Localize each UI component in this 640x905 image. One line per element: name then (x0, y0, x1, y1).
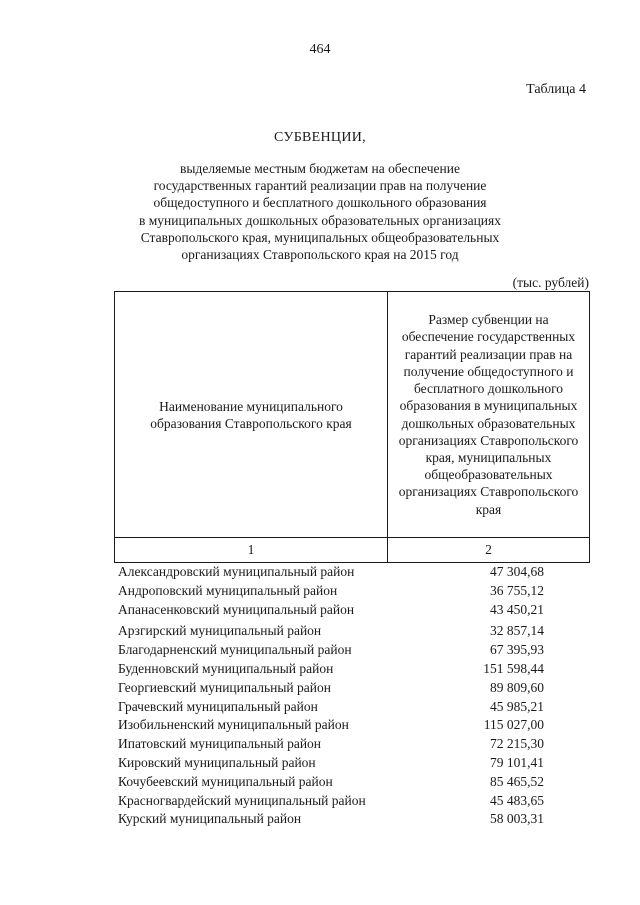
table-row (114, 810, 590, 829)
subsidy-value: 151 598,44 (483, 660, 544, 676)
municipality-name: Красногвардейский муниципальный район (118, 792, 366, 808)
document-title: СУБВЕНЦИИ, (274, 130, 366, 145)
subtitle-line: в муниципальных дошкольных образовательных организациях (139, 212, 501, 228)
table-body (114, 563, 590, 829)
municipality-name: Арзгирский муниципальный район (118, 623, 322, 639)
header-line: Наименование муниципального (159, 398, 343, 414)
municipality-name: Андроповский муниципальный район (118, 582, 338, 598)
column-number-1: 1 (115, 538, 388, 562)
header-line: гарантий реализации прав на (404, 346, 573, 362)
table-row (114, 622, 590, 641)
subsidy-value: 47 304,68 (490, 564, 544, 579)
subtitle-line: выделяемые местным бюджетам на обеспечение (180, 161, 460, 176)
subsidy-value: 58 003,31 (490, 811, 544, 827)
table-row (114, 563, 590, 582)
column-header-municipality (115, 292, 388, 538)
municipality-name: Грачевский муниципальный район (118, 698, 318, 714)
municipality-name: Александровский муниципальный район (118, 564, 355, 579)
header-line: организациях Ставропольского (398, 432, 579, 448)
page-number: 464 (309, 42, 331, 57)
header-line: организациях Ставропольского (398, 484, 579, 500)
municipality-name: Кировский муниципальный район (118, 754, 316, 770)
table-row (114, 698, 590, 717)
table-row (114, 641, 590, 660)
table-row (114, 660, 590, 679)
header-line: получение общедоступного и (403, 363, 574, 379)
subsidy-value: 79 101,41 (490, 754, 544, 770)
subsidy-value: 43 450,21 (490, 601, 544, 617)
table-row (114, 601, 590, 620)
column-header-subsidy (388, 292, 589, 538)
subsidy-value: 85 465,52 (490, 773, 544, 789)
table-row (114, 716, 590, 735)
subsidy-value: 45 483,65 (490, 792, 544, 808)
subsidy-value: 36 755,12 (490, 582, 544, 598)
table-row (114, 679, 590, 698)
subsidy-value: 115 027,00 (483, 717, 544, 733)
table-row (114, 792, 590, 811)
document-subtitle (80, 160, 560, 263)
table-row (114, 582, 590, 601)
municipality-name: Благодарненский муниципальный район (118, 642, 352, 658)
table-row (114, 754, 590, 773)
subtitle-line: общедоступного и бесплатного дошкольного образования (153, 195, 487, 211)
subsidy-value: 45 985,21 (490, 698, 544, 714)
header-line: дошкольных образовательных (401, 415, 576, 431)
municipality-name: Ипатовский муниципальный район (118, 736, 322, 752)
municipality-name: Георгиевский муниципальный район (118, 679, 331, 695)
header-line: образования Ставропольского края (150, 415, 352, 431)
units-label: (тыс. рублей) (512, 275, 589, 290)
subtitle-line: Ставропольского края, муниципальных общеобразовательных (140, 229, 500, 245)
municipality-name: Курский муниципальный район (118, 811, 302, 827)
header-line: общеобразовательных (424, 467, 553, 483)
municipality-name: Буденновский муниципальный район (118, 660, 334, 676)
header-line: обеспечение государственных (401, 329, 576, 345)
table-label: Таблица 4 (526, 82, 586, 97)
subtitle-line: государственных гарантий реализации прав на получение (153, 178, 487, 194)
municipality-name: Апанасенковский муниципальный район (118, 601, 355, 617)
header-line: края (475, 501, 502, 517)
subsidy-value: 72 215,30 (490, 736, 544, 752)
subtitle-line: организациях Ставропольского края на 2015 год (181, 247, 459, 263)
header-line: края, муниципальных (425, 449, 552, 465)
subsidy-value: 32 857,14 (490, 623, 544, 639)
header-line: Размер субвенции на (428, 312, 549, 328)
table-header (114, 291, 590, 563)
column-number-2: 2 (485, 542, 492, 557)
table-row (114, 735, 590, 754)
header-line: образования в муниципальных (399, 398, 578, 414)
subsidy-value: 89 809,60 (490, 679, 544, 695)
municipality-name: Кочубеевский муниципальный район (118, 773, 333, 789)
table-row (114, 773, 590, 792)
subsidy-value: 67 395,93 (490, 642, 544, 658)
header-line: бесплатного дошкольного (413, 381, 564, 397)
municipality-name: Изобильненский муниципальный район (118, 717, 349, 733)
